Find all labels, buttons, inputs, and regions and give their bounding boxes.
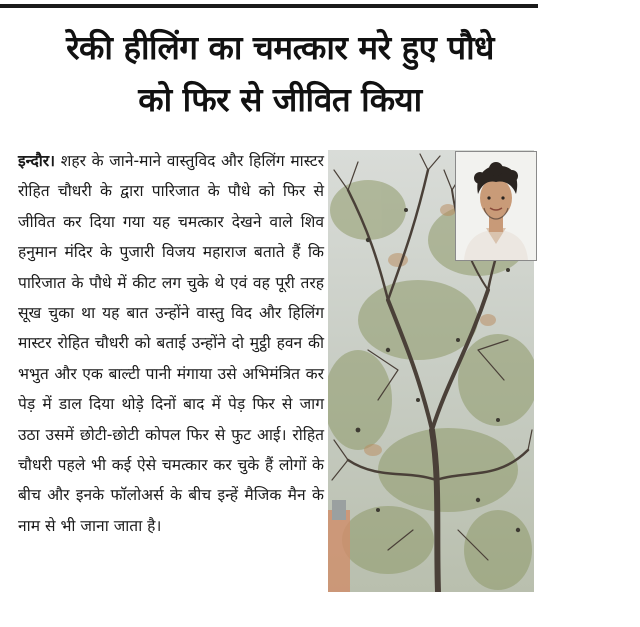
dateline: इन्दौर। xyxy=(18,152,56,170)
person-portrait xyxy=(456,152,536,260)
top-rule xyxy=(0,4,538,8)
article-paragraph xyxy=(18,146,324,541)
article-body xyxy=(18,146,324,541)
portrait-photo xyxy=(455,151,537,261)
headline xyxy=(0,22,560,126)
article-text: शहर के जाने-माने वास्तुविद और हिलिंग मास्टर रोहित चौधरी के द्वारा पारिजात के पौधे को फिर से जीवित कर दिया गया यह चमत्कार देखने वाले शिव हनुमान मंदिर के पुजारी विजय महाराज बताते हैं कि पारिजात के पौधे में कीट लग चुके थे एवं वह पूरी तरह सूख चुका था यह बात उन्होंने वास्तु विद और हिलिंग मास्टर रोहित चौधरी को बताई उन्होंने दो मुट्ठी हवन की भभुत और एक बाल्टी पानी मंगाया उसे अभिमंत्रित कर पेड़ में डाल दिया थोड़े दिनों बाद में पेड़ फिर से जाग उठा उसमें छोटी-छोटी कोपल फिर से फुट आई। रोहित चौधरी पहले भी कई ऐसे चमत्कार कर चुके हैं लोगों के बीच और इनके फॉलोअर्स के बीच इन्हें मैजिक मैन के नाम से भी जाना जाता है। xyxy=(18,152,324,535)
headline-line-1: रेकी हीलिंग का चमत्कार मरे हुए पौधे xyxy=(66,28,494,67)
headline-line-2: को फिर से जीवित किया xyxy=(138,80,422,119)
